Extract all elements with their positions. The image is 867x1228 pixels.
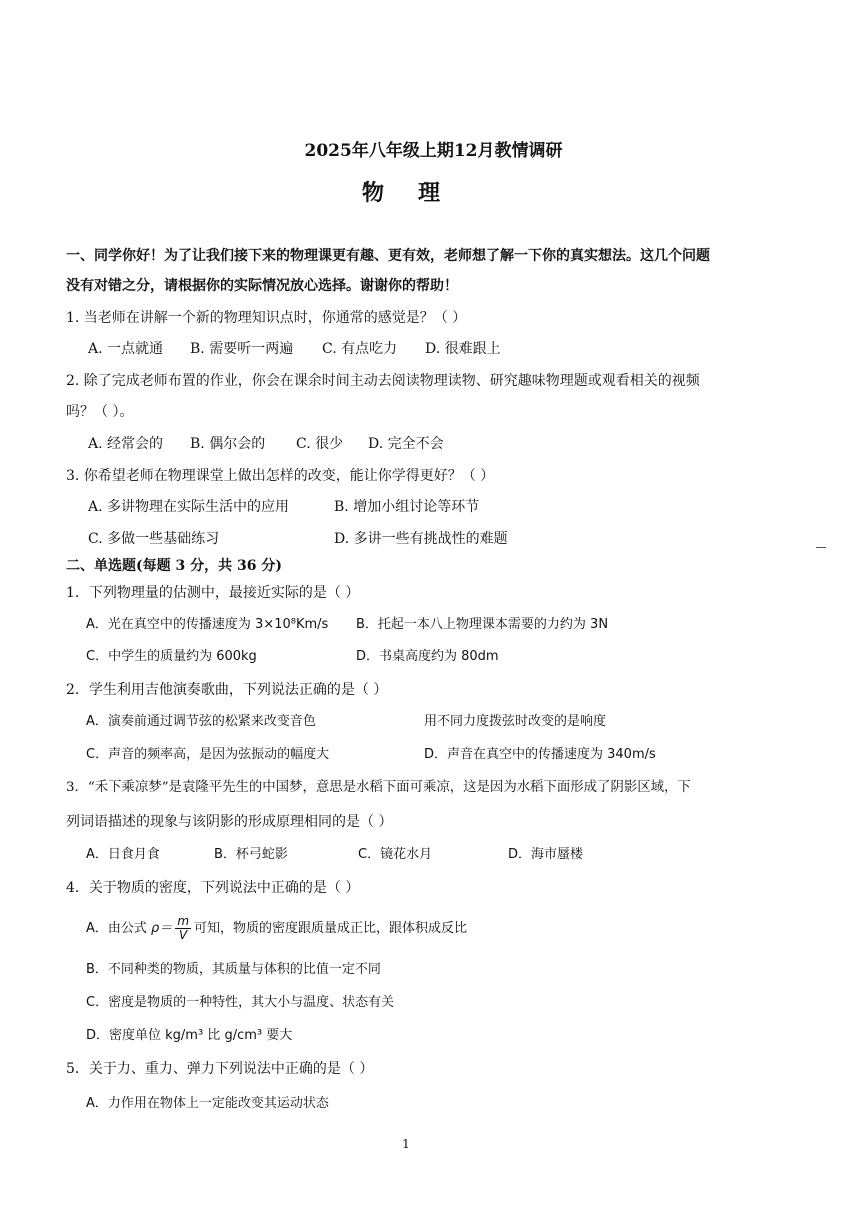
option: A. 多讲物理在实际生活中的应用 [88, 499, 290, 515]
density-fraction [175, 915, 191, 942]
option: D. 很难跟上 [425, 341, 501, 357]
option: D．声音在真空中的传播速度为 340m/s [424, 747, 656, 762]
option: B. 偶尔会的 [190, 436, 266, 452]
survey-question-stem: 3. 你希望老师在物理课堂上做出怎样的改变，能让你学得更好？（ ） [66, 468, 495, 484]
option: B．不同种类的物质，其质量与体积的比值一定不同 [86, 962, 381, 977]
question-stem: 4．关于物质的密度，下列说法中正确的是（ ） [66, 880, 360, 896]
option: D．书桌高度约为 80dm [356, 649, 499, 664]
option-suffix: 可知，物质的密度跟质量成正比，跟体积成反比 [194, 921, 468, 936]
option: D. 完全不会 [368, 436, 444, 452]
subject-title: 物理 [362, 180, 475, 206]
option-prefix: A．由公式 [86, 921, 147, 936]
option: C．密度是物质的一种特性，其大小与温度、状态有关 [86, 995, 395, 1010]
option: C．中学生的质量约为 600kg [86, 649, 257, 664]
page-title: 2025年八年级上期12月教情调研 [304, 141, 563, 161]
question-stem: 3．“禾下乘凉梦”是袁隆平先生的中国梦，意思是水稻下面可乘凉，这是因为水稻下面形成了阴影区域，下 [66, 780, 691, 795]
survey-question-stem: 1. 当老师在讲解一个新的物理知识点时，你通常的感觉是？（ ） [66, 310, 467, 326]
option: C．声音的频率高，是因为弦振动的幅度大 [86, 747, 330, 762]
option: D．海市蜃楼 [508, 847, 584, 862]
density-symbol: ρ＝ [151, 921, 173, 936]
section1-intro: 没有对错之分，请根据你的实际情况放心选择。谢谢你的帮助！ [66, 278, 458, 294]
section1-intro: 一、同学你好！为了让我们接下来的物理课更有趣、更有效，老师想了解一下你的真实想法。这几个问题 [66, 248, 710, 264]
fraction-denominator: V [179, 928, 188, 942]
option: B．杯弓蛇影 [214, 847, 288, 862]
option-with-formula [86, 914, 467, 944]
survey-question-stem: 2. 除了完成老师布置的作业，你会在课余时间主动去阅读物理读物、研究趣味物理题或观看相关的视频 [66, 373, 700, 389]
option: A. 经常会的 [88, 436, 164, 452]
option: C. 有点吃力 [322, 341, 398, 357]
option: D. 多讲一些有挑战性的难题 [334, 531, 508, 547]
question-stem: 列词语描述的现象与该阴影的形成原理相同的是（ ） [66, 814, 393, 830]
page-number: 1 [402, 1137, 410, 1151]
option: B. 增加小组讨论等环节 [334, 499, 480, 515]
question-stem: 5．关于力、重力、弹力下列说法中正确的是（ ） [66, 1061, 374, 1077]
fraction-numerator: m [177, 914, 190, 928]
option: A．力作用在物体上一定能改变其运动状态 [86, 1096, 329, 1111]
option: D．密度单位 kg/m³ 比 g/cm³ 要大 [86, 1028, 293, 1043]
option: A．演奏前通过调节弦的松紧来改变音色 [86, 714, 316, 729]
scan-mark [816, 547, 826, 548]
survey-question-stem: 吗？（ ）。 [66, 404, 134, 420]
option: 用不同力度拨弦时改变的是响度 [424, 714, 607, 729]
question-stem: 1．下列物理量的估测中，最接近实际的是（ ） [66, 585, 360, 601]
section2-heading: 二、单选题(每题 3 分，共 36 分) [66, 558, 282, 574]
option: B. 需要听一两遍 [190, 341, 294, 357]
option: C. 很少 [296, 436, 344, 452]
option: A．日食月食 [86, 847, 160, 862]
option: C．镜花水月 [358, 847, 433, 862]
option: A．光在真空中的传播速度为 3×10⁸Km/s [86, 617, 329, 632]
option: A. 一点就通 [88, 341, 164, 357]
question-stem: 2．学生利用吉他演奏歌曲，下列说法正确的是（ ） [66, 682, 388, 698]
option: C. 多做一些基础练习 [88, 531, 220, 547]
option: B．托起一本八上物理课本需要的力约为 3N [356, 617, 609, 632]
